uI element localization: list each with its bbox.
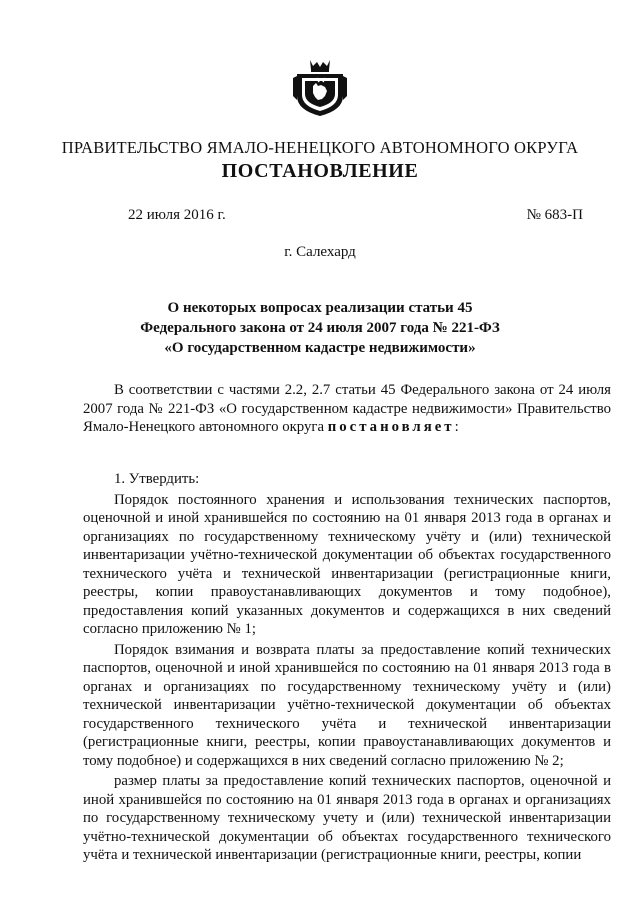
paragraph-2: Порядок взимания и возврата платы за предоставление копий технических паспортов, оценочной и иной хранившейся по состоянию на 01 января 2013 года в органах и организациях по государственному техническому учёту и (или) технической инвентаризации учётно-технической документации об объектах государственного технического учёта и технической инвентаризации (регистрационные книги, реестры, копии правоустанавливающих документов и тому подобное) и содержащихся в них сведений согласно приложению № 2; <box>83 641 611 769</box>
coat-of-arms-emblem <box>291 56 349 118</box>
organization-name: ПРАВИТЕЛЬСТВО ЯМАЛО-НЕНЕЦКОГО АВТОНОМНОГО ОКРУГА <box>61 138 579 157</box>
document-city: г. Салехард <box>284 244 356 260</box>
item-1-heading: 1. Утвердить: <box>114 471 200 487</box>
document-title <box>0 298 640 358</box>
document-number: № 683-П <box>526 207 583 223</box>
document-type: ПОСТАНОВЛЕНИЕ <box>221 160 419 182</box>
paragraph-1: Порядок постоянного хранения и использования технических паспортов, оценочной и иной хранившейся по состоянию на 01 января 2013 года в органах и организациях по государственному техническому учёту и (или) технической инвентаризации учётно-технической документации об объектах государственного технического учёта и технической инвентаризации (регистрационные книги, реестры, копии правоустанавливающих документов и тому подобное), предоставления копий указанных документов и содержащихся в них сведений согласно приложению № 1; <box>83 491 611 637</box>
preamble-paragraph <box>83 381 611 437</box>
title-line-2: Федерального закона от 24 июля 2007 года № 221-ФЗ <box>140 320 500 336</box>
document-date: 22 июля 2016 г. <box>128 207 226 223</box>
preamble-text: В соответствии с частями 2.2, 2.7 статьи 45 Федерального закона от 24 июля 2007 года № 221-ФЗ «О государственном кадастре недвижимости» Правительство Ямало-Ненецкого автономного округа <box>83 382 611 435</box>
title-line-3: «О государственном кадастре недвижимости» <box>164 340 476 356</box>
paragraph-3: размер платы за предоставление копий технических паспортов, оценочной и иной хранившейся по состоянию на 01 января 2013 года в органах и организациях по государственному техническому учету и (или) технической инвентаризации учётно-технической документации об объектах государственного технического учёта и технической инвентаризации (регистрационные книги, реестры, копии <box>83 773 611 863</box>
title-line-1: О некоторых вопросах реализации статьи 45 <box>167 300 473 316</box>
preamble-colon: : <box>454 419 459 435</box>
document-body <box>83 470 611 867</box>
preamble-keyword: постановляет <box>327 419 455 435</box>
